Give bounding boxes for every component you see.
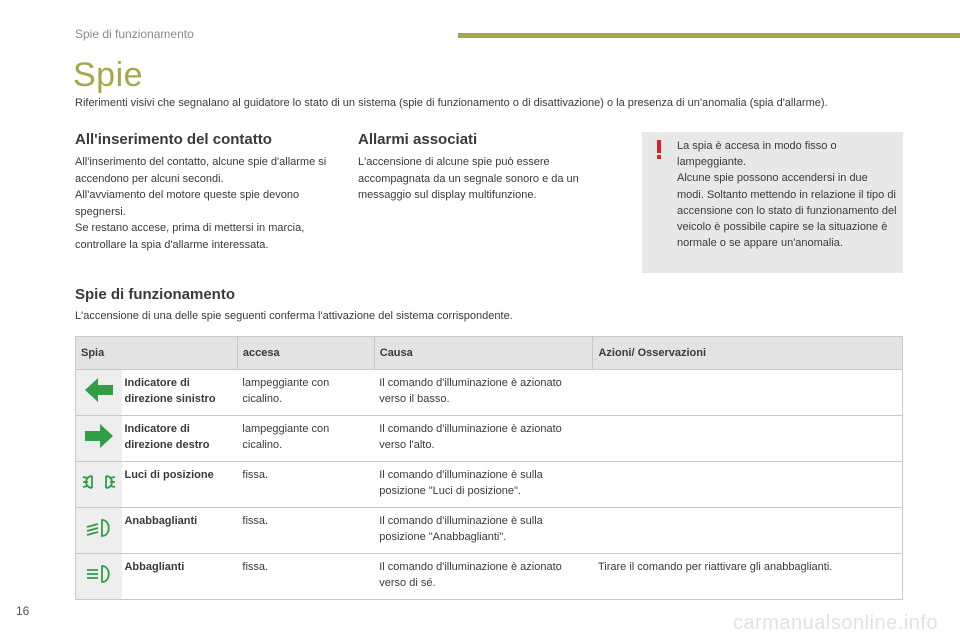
row-azioni: [593, 462, 903, 508]
row-causa: Il comando d'illuminazione è sulla posizione "Luci di posizione".: [374, 462, 593, 508]
watermark: carmanualsonline.info: [732, 612, 938, 634]
heading-alarms: Allarmi associati: [358, 131, 478, 148]
heading-functioning: Spie di funzionamento: [75, 286, 235, 303]
high-beam-icon: [76, 554, 123, 600]
row-name: Indicatore di direzione destro: [122, 416, 237, 462]
left-arrow-icon: [76, 370, 123, 416]
row-name: Luci di posizione: [122, 462, 237, 508]
row-name: Indicatore di direzione sinistro: [122, 370, 237, 416]
page-title: Spie: [73, 56, 144, 94]
table-row: [76, 508, 903, 554]
row-name: Anabbaglianti: [122, 508, 237, 554]
note-box: [642, 132, 903, 273]
exclamation-icon: [655, 140, 663, 160]
header-accent-bar: [458, 33, 960, 38]
table-row: [76, 416, 903, 462]
row-accesa: fissa.: [237, 508, 374, 554]
table-row: [76, 554, 903, 600]
row-azioni: [593, 508, 903, 554]
column-header-azioni: Azioni/ Osservazioni: [593, 337, 903, 370]
row-causa: Il comando d'illuminazione è azionato verso il basso.: [374, 370, 593, 416]
row-azioni: Tirare il comando per riattivare gli anabbaglianti.: [593, 554, 903, 600]
paragraph-alarms: L'accensione di alcune spie può essere accompagnata da un segnale sonoro e da un messaggio sul display multifunzione.: [358, 156, 579, 201]
row-accesa: fissa.: [237, 462, 374, 508]
row-azioni: [593, 370, 903, 416]
right-arrow-icon: [76, 416, 123, 462]
paragraph-ignition: All'inserimento del contatto, alcune spie d'allarme si accendono per alcuni secondi. All'avviamento del motore queste spie devono spegnersi. Se restano accese, prima di mettersi in marcia, controllare la spia d'allarme interessata.: [75, 156, 327, 251]
table-row: [76, 462, 903, 508]
table-row: [76, 370, 903, 416]
row-causa: Il comando d'illuminazione è sulla posizione "Anabbaglianti".: [374, 508, 593, 554]
row-causa: Il comando d'illuminazione è azionato verso l'alto.: [374, 416, 593, 462]
position-lights-icon: [76, 462, 123, 508]
section-header-label: Spie di funzionamento: [75, 27, 194, 41]
column-header-spia: Spia: [76, 337, 238, 370]
row-accesa: fissa.: [237, 554, 374, 600]
page-number: 16: [16, 604, 30, 618]
heading-ignition: All'inserimento del contatto: [75, 131, 272, 148]
intro-paragraph: Riferimenti visivi che segnalano al guidatore lo stato di un sistema (spie di funzionamento o di disattivazione) o la presenza di un'anomalia (spia d'allarme).: [75, 97, 828, 109]
table-header-row: [76, 337, 903, 370]
row-accesa: lampeggiante con cicalino.: [237, 370, 374, 416]
row-azioni: [593, 416, 903, 462]
row-causa: Il comando d'illuminazione è azionato verso di sé.: [374, 554, 593, 600]
paragraph-functioning: L'accensione di una delle spie seguenti conferma l'attivazione del sistema corrispondente.: [75, 310, 513, 322]
warning-lights-table: [75, 336, 903, 600]
column-header-accesa: accesa: [237, 337, 374, 370]
note-text: La spia è accesa in modo fisso o lampeggiante. Alcune spie possono accendersi in due modi. Soltanto mettendo in relazione il tipo di accensione con lo stato di funzionamento del veicolo è possibile capire se la situazione è normale o se appare un'anomalia.: [677, 140, 897, 250]
row-name: Abbaglianti: [122, 554, 237, 600]
column-header-causa: Causa: [374, 337, 593, 370]
low-beam-icon: [76, 508, 123, 554]
row-accesa: lampeggiante con cicalino.: [237, 416, 374, 462]
